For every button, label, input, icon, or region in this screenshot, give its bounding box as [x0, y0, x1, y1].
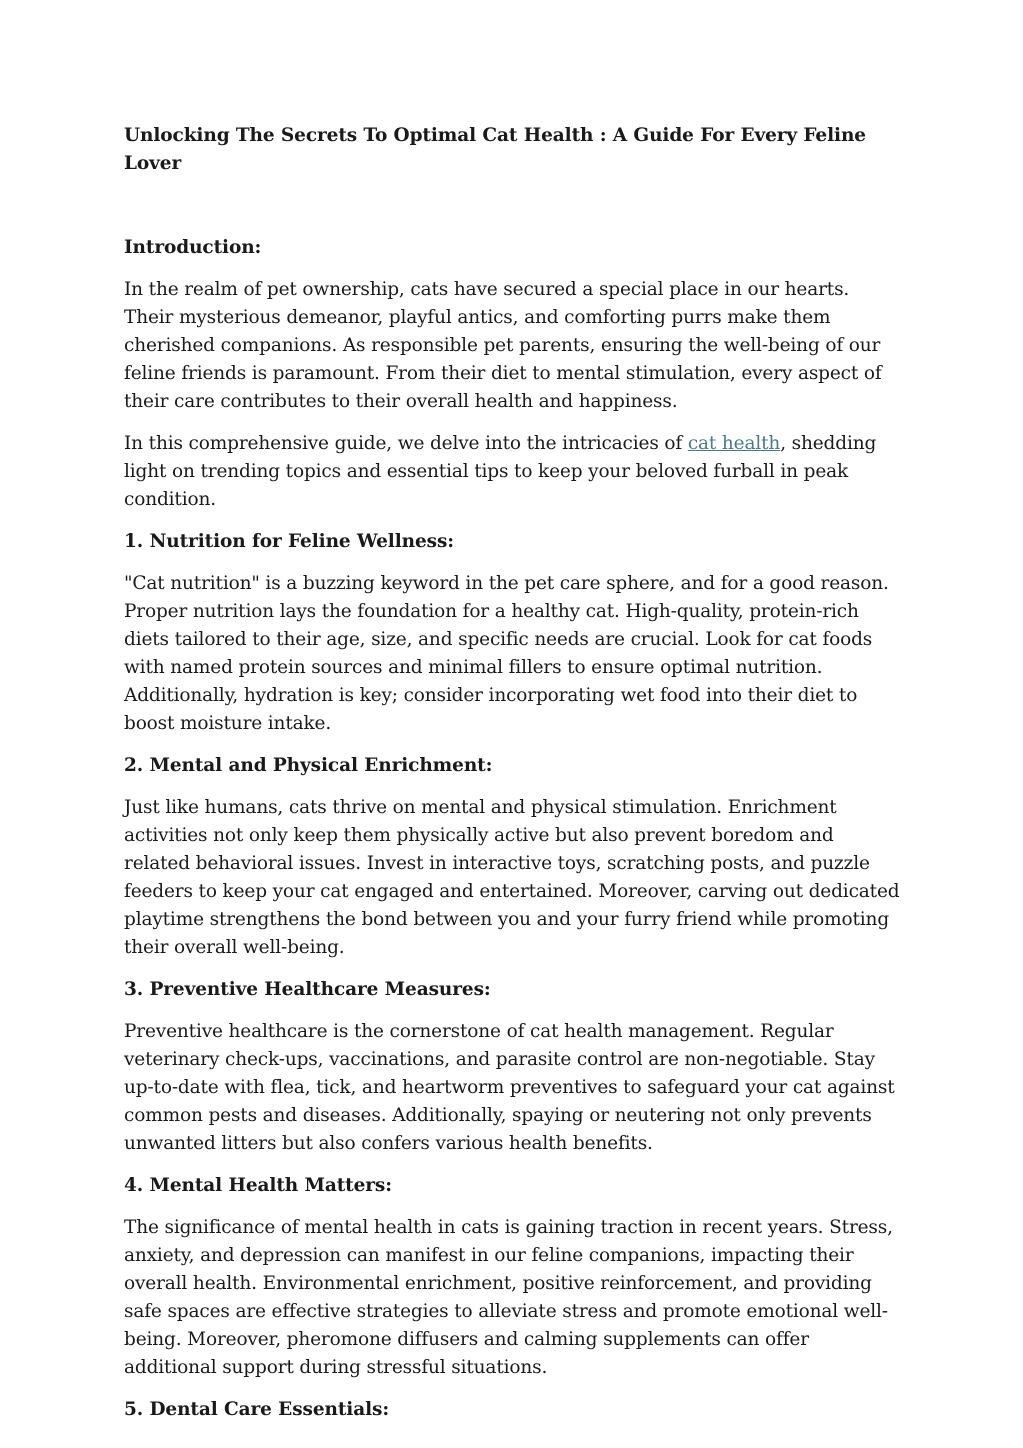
guide-paragraph — [124, 430, 904, 514]
section-heading-nutrition: 1. Nutrition for Feline Wellness: — [124, 531, 455, 552]
section-body-nutrition: "Cat nutrition" is a buzzing keyword in the pet care sphere, and for a good reason. Proper nutrition lays the foundation for a healthy cat. High-quality, protein-rich diets tailored to their age, size, and specific needs are crucial. Look for cat foods with named protein sources and minimal fillers to ensure optimal nutrition. Additionally, hydration is key; consider incorporating wet food into their diet to boost moisture intake. — [124, 573, 889, 734]
document-body — [124, 122, 904, 1438]
intro-heading: Introduction: — [124, 237, 262, 258]
section-body-mental-health: The significance of mental health in cats is gaining traction in recent years. Stress, anxiety, and depression can manifest in our feline companions, impacting their overall health. Environmental enrichment, positive reinforcement, and providing safe spaces are effective strategies to alleviate stress and promote emotional well-being. Moreover, pheromone diffusers and calming supplements can offer additional support during stressful situations. — [124, 1217, 893, 1378]
guide-text-before-link: In this comprehensive guide, we delve into the intricacies of — [124, 433, 688, 454]
section-heading-enrichment: 2. Mental and Physical Enrichment: — [124, 755, 493, 776]
section-heading-mental-health: 4. Mental Health Matters: — [124, 1175, 392, 1196]
intro-paragraph: In the realm of pet ownership, cats have secured a special place in our hearts. Their mysterious demeanor, playful antics, and comforting purrs make them cherished companions. As responsible pet parents, ensuring the well-being of our feline friends is paramount. From their diet to mental stimulation, every aspect of their care contributes to their overall health and happiness. — [124, 279, 882, 412]
document-title: Unlocking The Secrets To Optimal Cat Health : A Guide For Every Feline Lover — [124, 125, 866, 174]
section-body-preventive: Preventive healthcare is the cornerstone of cat health management. Regular veterinary check-ups, vaccinations, and parasite control are non-negotiable. Stay up-to-date with flea, tick, and heartworm preventives to safeguard your cat against common pests and diseases. Additionally, spaying or neutering not only prevents unwanted litters but also confers various health benefits. — [124, 1021, 895, 1154]
section-heading-dental: 5. Dental Care Essentials: — [124, 1399, 390, 1420]
section-body-enrichment: Just like humans, cats thrive on mental and physical stimulation. Enrichment activities not only keep them physically active but also prevent boredom and related behavioral issues. Invest in interactive toys, scratching posts, and puzzle feeders to keep your cat engaged and entertained. Moreover, carving out dedicated playtime strengthens the bond between you and your furry friend while promoting their overall well-being. — [124, 797, 900, 958]
cat-health-link[interactable]: cat health — [687, 433, 781, 454]
section-heading-preventive: 3. Preventive Healthcare Measures: — [124, 979, 491, 1000]
guide-text-after-link: , shedding light on trending topics and essential tips to keep your beloved furball in peak condition. — [124, 433, 877, 510]
